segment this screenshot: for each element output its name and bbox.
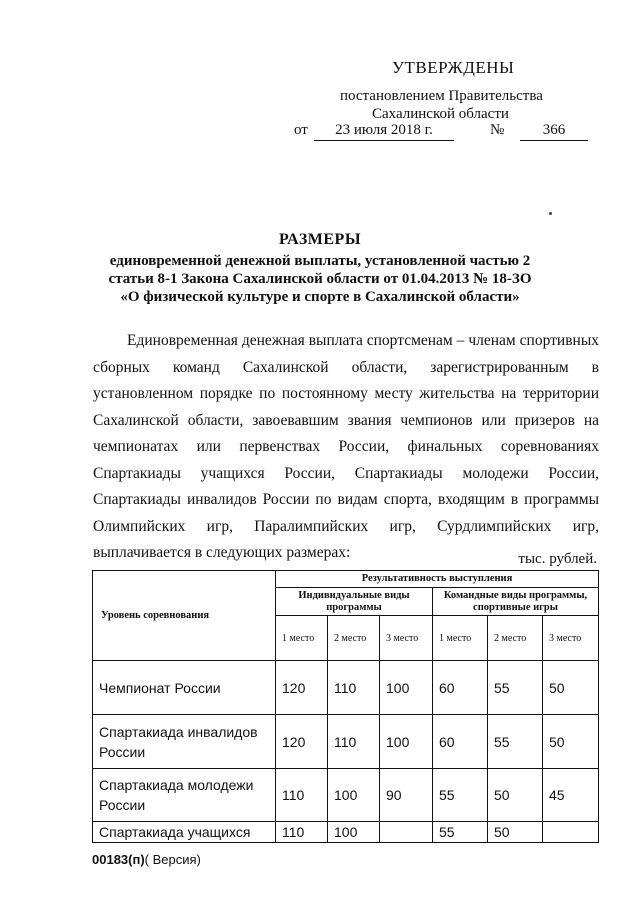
table-row bbox=[93, 715, 599, 769]
value-cell: 50 bbox=[543, 661, 599, 715]
document-title: РАЗМЕРЫ bbox=[278, 231, 362, 248]
value-cell: 100 bbox=[328, 822, 380, 843]
result-header: Результативность выступления bbox=[276, 571, 599, 588]
body-text bbox=[93, 328, 599, 567]
decree-line: постановлением Правительства bbox=[340, 88, 543, 104]
body-paragraph: Единовременная денежная выплата спортсменам – членам спортивных сборных команд Сахалинской области, зарегистрированным в установленном порядке по постоянному месту жительства на территории Сахалинской области, завоевавшим звания чемпионов или призеров на чемпионатах или первенствах России, финальных соревнованиях Спартакиады учащихся России, Спартакиады молодежи России, Спартакиады инвалидов России по видам спорта, входящим в программы Олимпийских игр, Паралимпийских игр, Сурдлимпийских игр, выплачивается в следующих размерах: bbox=[93, 332, 599, 561]
value-cell bbox=[543, 822, 599, 843]
value-cell: 55 bbox=[433, 822, 488, 843]
table-row bbox=[93, 661, 599, 715]
number-label: № bbox=[490, 122, 505, 138]
payment-table bbox=[92, 570, 599, 843]
value-cell: 110 bbox=[276, 769, 328, 822]
value-cell: 110 bbox=[328, 661, 380, 715]
from-label: от bbox=[294, 122, 308, 138]
level-cell: Спартакиада молодежи России bbox=[93, 769, 276, 822]
value-cell: 55 bbox=[488, 715, 543, 769]
value-cell: 45 bbox=[543, 769, 599, 822]
place-header: 1 место bbox=[276, 616, 328, 661]
value-cell: 100 bbox=[328, 769, 380, 822]
value-cell: 120 bbox=[276, 715, 328, 769]
value-cell: 110 bbox=[276, 822, 328, 843]
value-cell: 110 bbox=[328, 715, 380, 769]
place-header: 1 место bbox=[433, 616, 488, 661]
value-cell: 55 bbox=[433, 769, 488, 822]
document-subtitle: единовременной денежной выплаты, установленной частью 2 статьи 8-1 Закона Сахалинской области от 01.04.2013 № 18-ЗО «О физической культуре и спорте в Сахалинской области» bbox=[108, 253, 532, 305]
place-header: 2 место bbox=[488, 616, 543, 661]
level-cell: Чемпионат России bbox=[93, 661, 276, 715]
value-cell: 120 bbox=[276, 661, 328, 715]
place-header: 3 место bbox=[543, 616, 599, 661]
footer-code bbox=[92, 852, 201, 867]
approved-title: УТВЕРЖДЕНЫ bbox=[392, 58, 515, 77]
level-header: Уровень соревнования bbox=[93, 571, 276, 661]
region-line: Сахалинской области bbox=[372, 106, 509, 122]
place-header: 2 место bbox=[328, 616, 380, 661]
individual-header: Индивидуальные виды программы bbox=[276, 588, 433, 616]
value-cell: 50 bbox=[488, 769, 543, 822]
scan-dot bbox=[549, 212, 552, 215]
document-code: 00183(п) bbox=[92, 852, 145, 867]
decree-date: 23 июля 2018 г. bbox=[314, 122, 454, 141]
value-cell: 55 bbox=[488, 661, 543, 715]
value-cell: 90 bbox=[380, 769, 433, 822]
value-cell: 100 bbox=[380, 661, 433, 715]
table-row bbox=[93, 769, 599, 822]
value-cell: 100 bbox=[380, 715, 433, 769]
place-header: 3 место bbox=[380, 616, 433, 661]
value-cell: 50 bbox=[543, 715, 599, 769]
version-label: ( Версия) bbox=[144, 852, 201, 867]
value-cell bbox=[380, 822, 433, 843]
value-cell: 60 bbox=[433, 715, 488, 769]
level-cell: Спартакиада учащихся bbox=[93, 822, 276, 843]
decree-date-row bbox=[294, 122, 600, 144]
value-cell: 60 bbox=[433, 661, 488, 715]
level-cell: Спартакиада инвалидов России bbox=[93, 715, 276, 769]
team-header: Командные виды программы, спортивные игры bbox=[433, 588, 599, 616]
decree-number: 366 bbox=[520, 122, 588, 141]
units-label: тыс. рублей. bbox=[518, 551, 597, 567]
table-row bbox=[93, 822, 599, 843]
value-cell: 50 bbox=[488, 822, 543, 843]
